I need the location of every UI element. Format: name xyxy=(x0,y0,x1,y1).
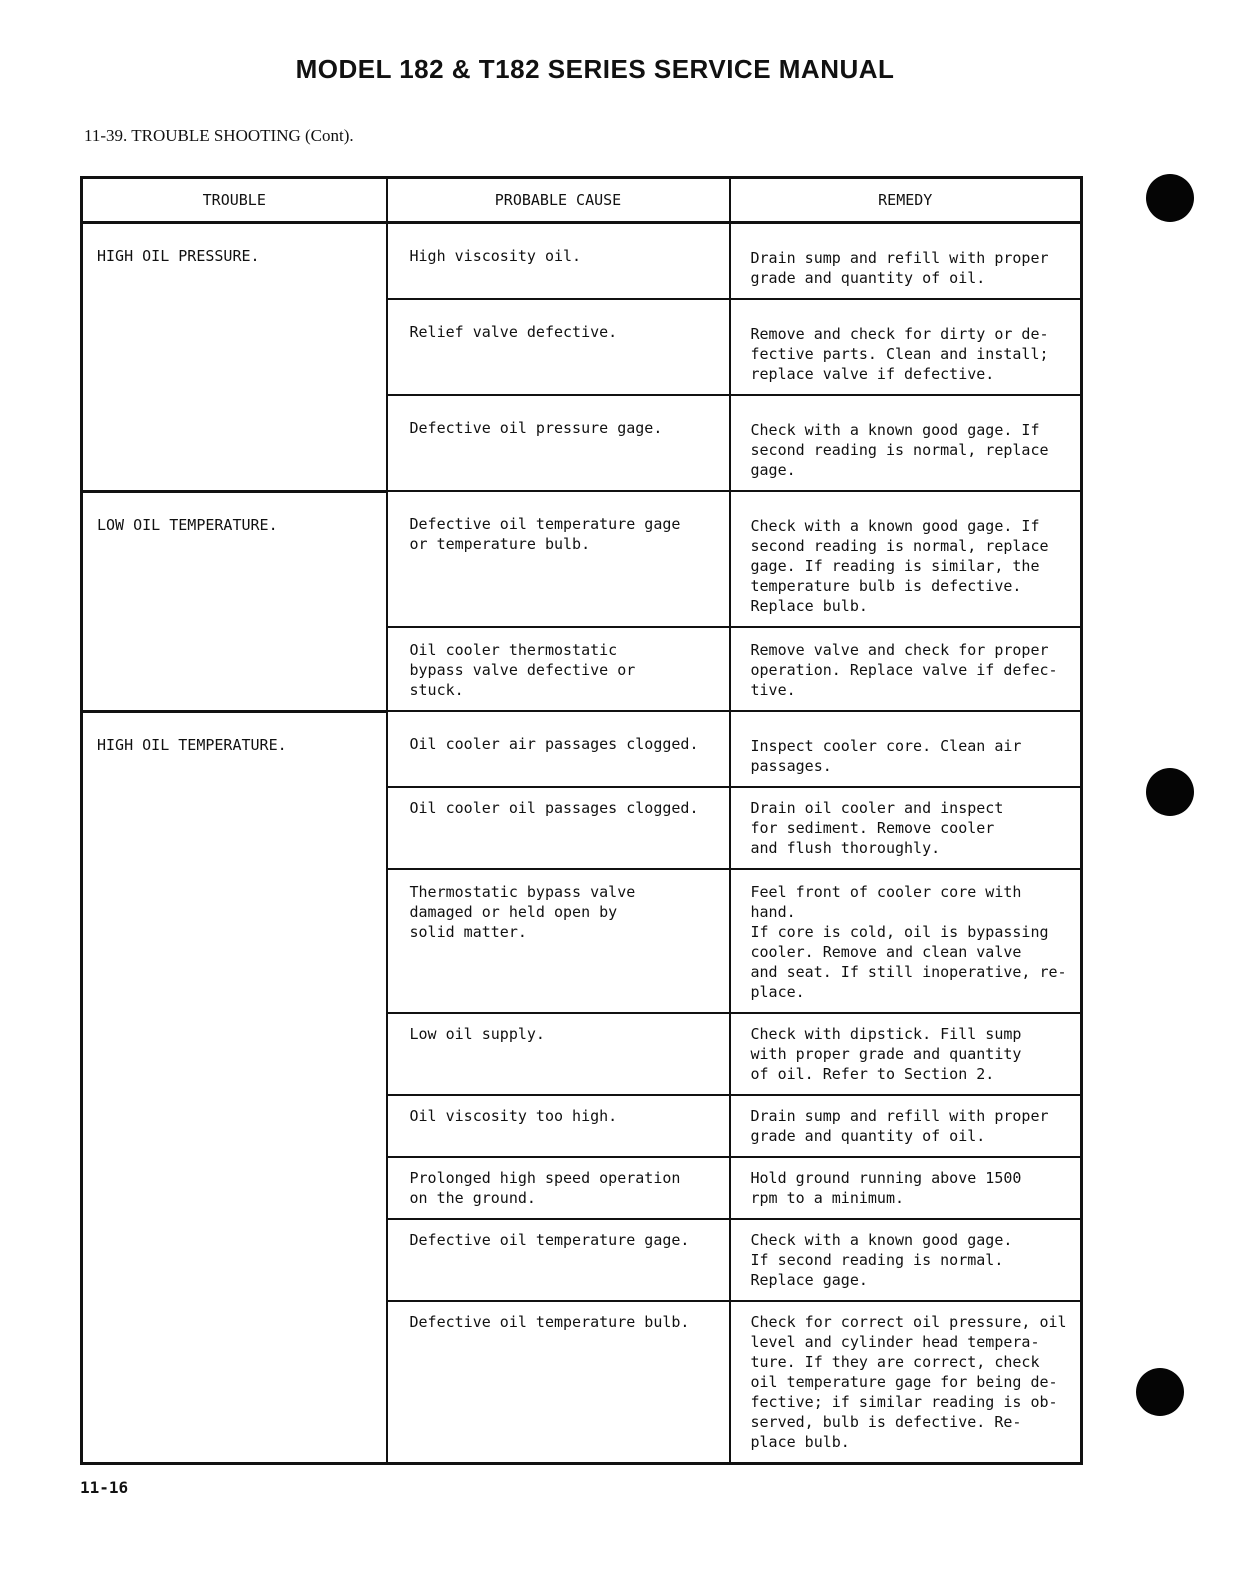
remedy-cell: Remove and check for dirty or de- fective parts. Clean and install; replace valve if defective. xyxy=(730,299,1082,395)
cause-cell: Oil cooler air passages clogged. xyxy=(387,711,730,787)
column-header-probable-cause: PROBABLE CAUSE xyxy=(387,178,730,223)
cause-cell: Defective oil pressure gage. xyxy=(387,395,730,491)
page-number: 11-16 xyxy=(80,1478,129,1497)
remedy-cell: Check with a known good gage. If second reading is normal, replace gage. xyxy=(730,395,1082,491)
binder-hole-icon xyxy=(1146,768,1194,816)
cause-cell: Defective oil temperature bulb. xyxy=(387,1301,730,1464)
remedy-cell: Check with a known good gage. If second reading is normal. Replace gage. xyxy=(730,1219,1082,1301)
remedy-cell: Hold ground running above 1500 rpm to a minimum. xyxy=(730,1157,1082,1219)
page-title: MODEL 182 & T182 SERIES SERVICE MANUAL xyxy=(295,54,895,84)
remedy-cell: Inspect cooler core. Clean air passages. xyxy=(730,711,1082,787)
table-row xyxy=(82,491,1082,627)
cause-cell: Oil cooler oil passages clogged. xyxy=(387,787,730,869)
remedy-cell: Drain sump and refill with proper grade and quantity of oil. xyxy=(730,223,1082,300)
cause-cell: Defective oil temperature gage. xyxy=(387,1219,730,1301)
binder-hole-icon xyxy=(1146,174,1194,222)
remedy-cell: Check with dipstick. Fill sump with proper grade and quantity of oil. Refer to Section 2. xyxy=(730,1013,1082,1095)
table-row xyxy=(82,711,1082,787)
remedy-cell: Drain oil cooler and inspect for sediment. Remove cooler and flush thoroughly. xyxy=(730,787,1082,869)
table-row xyxy=(82,223,1082,300)
remedy-cell: Drain sump and refill with proper grade and quantity of oil. xyxy=(730,1095,1082,1157)
remedy-cell: Check with a known good gage. If second reading is normal, replace gage. If reading is similar, the temperature bulb is defective. Replace bulb. xyxy=(730,491,1082,627)
trouble-cell: LOW OIL TEMPERATURE. xyxy=(82,491,387,711)
cause-cell: Thermostatic bypass valve damaged or held open by solid matter. xyxy=(387,869,730,1013)
cause-cell: High viscosity oil. xyxy=(387,223,730,300)
trouble-cell: HIGH OIL PRESSURE. xyxy=(82,223,387,492)
trouble-cell: HIGH OIL TEMPERATURE. xyxy=(82,711,387,1464)
table-header-row xyxy=(82,178,1082,223)
column-header-remedy: REMEDY xyxy=(730,178,1082,223)
cause-cell: Low oil supply. xyxy=(387,1013,730,1095)
trouble-shooting-table xyxy=(80,176,1083,1465)
binder-hole-icon xyxy=(1136,1368,1184,1416)
cause-cell: Relief valve defective. xyxy=(387,299,730,395)
cause-cell: Prolonged high speed operation on the ground. xyxy=(387,1157,730,1219)
cause-cell: Defective oil temperature gage or temperature bulb. xyxy=(387,491,730,627)
cause-cell: Oil viscosity too high. xyxy=(387,1095,730,1157)
remedy-cell: Feel front of cooler core with hand. If core is cold, oil is bypassing cooler. Remove and clean valve and seat. If still inoperative, re- place. xyxy=(730,869,1082,1013)
remedy-cell: Remove valve and check for proper operation. Replace valve if defec- tive. xyxy=(730,627,1082,711)
section-heading: 11-39. TROUBLE SHOOTING (Cont). xyxy=(84,126,354,145)
column-header-trouble: TROUBLE xyxy=(82,178,387,223)
remedy-cell: Check for correct oil pressure, oil level and cylinder head tempera- ture. If they are correct, check oil temperature gage for being de- fective; if similar reading is ob- served, bulb is defective. Re- place bulb. xyxy=(730,1301,1082,1464)
cause-cell: Oil cooler thermostatic bypass valve defective or stuck. xyxy=(387,627,730,711)
